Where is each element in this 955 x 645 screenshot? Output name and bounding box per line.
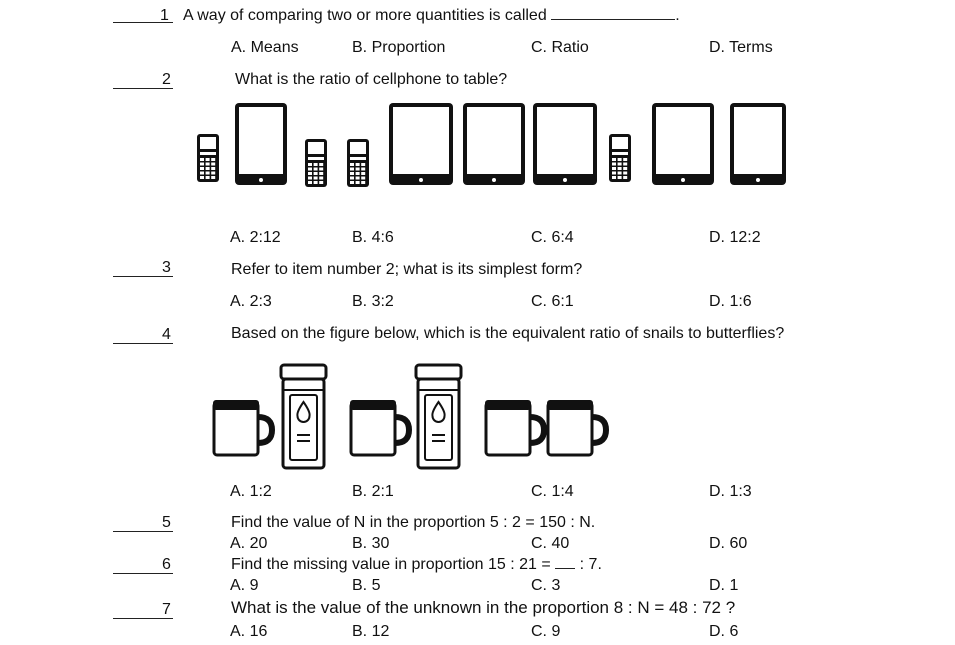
q2-choice-d[interactable]: D. 12:2 xyxy=(709,229,761,246)
question-3-text: Refer to item number 2; what is its simplest form? xyxy=(231,261,583,278)
bottle-icon xyxy=(281,365,326,468)
q5-choice-c[interactable]: C. 40 xyxy=(531,535,570,552)
question-4-text: Based on the figure below, which is the equivalent ratio of snails to butterflies? xyxy=(231,325,785,342)
q2-choice-b[interactable]: B. 4:6 xyxy=(352,229,394,246)
q1-choice-a[interactable]: A. Means xyxy=(231,39,299,56)
question-2-text: What is the ratio of cellphone to table? xyxy=(235,71,508,88)
question-7-text: What is the value of the unknown in the proportion 8 : N = 48 : 72 ? xyxy=(231,598,736,617)
q4-choice-c[interactable]: C. 1:4 xyxy=(531,483,574,500)
q6-choice-c[interactable]: C. 3 xyxy=(531,577,561,594)
item-number-2: 2 xyxy=(162,71,171,88)
q5-choice-a[interactable]: A. 20 xyxy=(230,535,268,552)
mug-icon xyxy=(213,400,272,455)
q1-choice-b[interactable]: B. Proportion xyxy=(352,39,446,56)
mug-icon xyxy=(350,400,409,455)
item-number-4: 4 xyxy=(162,326,171,343)
q2-choice-c[interactable]: C. 6:4 xyxy=(531,229,574,246)
item-number-6: 6 xyxy=(162,556,171,573)
question-1-end: . xyxy=(675,7,680,24)
q3-choice-d[interactable]: D. 1:6 xyxy=(709,293,752,310)
q5-choice-b[interactable]: B. 30 xyxy=(352,535,390,552)
q6-choice-b[interactable]: B. 5 xyxy=(352,577,381,594)
q1-choice-c[interactable]: C. Ratio xyxy=(531,39,589,56)
q4-choice-b[interactable]: B. 2:1 xyxy=(352,483,394,500)
bottle-icon xyxy=(416,365,461,468)
mug-icon xyxy=(485,400,544,455)
q4-choice-a[interactable]: A. 1:2 xyxy=(230,483,272,500)
q7-choice-c[interactable]: C. 9 xyxy=(531,623,561,640)
q7-choice-a[interactable]: A. 16 xyxy=(230,623,268,640)
question-1-stem: A way of comparing two or more quantities is called xyxy=(183,7,547,24)
q3-choice-b[interactable]: B. 3:2 xyxy=(352,293,394,310)
question-6-fill-blank[interactable] xyxy=(555,568,575,569)
q7-choice-b[interactable]: B. 12 xyxy=(352,623,390,640)
q5-choice-d[interactable]: D. 60 xyxy=(709,535,748,552)
item-number-7: 7 xyxy=(162,601,171,618)
item-number-1: 1 xyxy=(160,7,169,24)
mug-icon xyxy=(547,400,606,455)
question-6-end: : 7. xyxy=(579,556,602,573)
q3-choice-a[interactable]: A. 2:3 xyxy=(230,293,272,310)
q1-choice-d[interactable]: D. Terms xyxy=(709,39,773,56)
q7-choice-d[interactable]: D. 6 xyxy=(709,623,739,640)
question-6-stem: Find the missing value in proportion 15 : 21 = xyxy=(231,556,551,573)
q3-choice-c[interactable]: C. 6:1 xyxy=(531,293,574,310)
q6-choice-a[interactable]: A. 9 xyxy=(230,577,259,594)
item-number-3: 3 xyxy=(162,259,171,276)
q6-choice-d[interactable]: D. 1 xyxy=(709,577,739,594)
q2-choice-a[interactable]: A. 2:12 xyxy=(230,229,281,246)
question-6-text xyxy=(231,556,602,574)
q4-choice-d[interactable]: D. 1:3 xyxy=(709,483,752,500)
question-5-text: Find the value of N in the proportion 5 : 2 = 150 : N. xyxy=(231,514,596,531)
item-number-5: 5 xyxy=(162,514,171,531)
